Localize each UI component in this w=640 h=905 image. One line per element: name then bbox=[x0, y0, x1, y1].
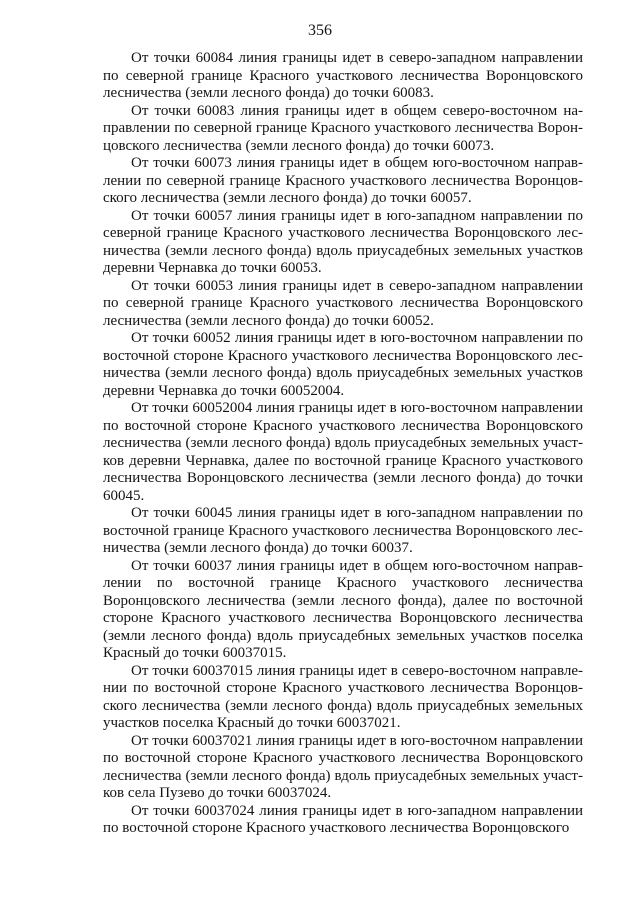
paragraph-11: От точки 60037021 линия границы идет в юго-восточном направлении по восточной стороне Красного участкового лесничества Воронцовского лесничества (земли лесного фонда) вдоль приусадебных земельных участков села Пузево до точки 60037024. bbox=[103, 732, 583, 801]
page-number: 356 bbox=[308, 22, 332, 39]
paragraph-4: От точки 60057 линия границы идет в юго-западном направлении по северной границе Красного участкового лесничества Воронцовского лесничества (земли лесного фонда) вдоль приусадебных земельных участков деревни Чернавка до точки 60053. bbox=[103, 207, 583, 276]
paragraph-2: От точки 60083 линия границы идет в общем северо-восточном направлении по северной границе Красного участкового лесничества Воронцовского лесничества (земли лесного фонда) до точки 60073. bbox=[103, 102, 583, 154]
paragraph-12: От точки 60037024 линия границы идет в юго-западном направлении по восточной стороне Красного участкового лесничества Воронцовского bbox=[103, 802, 583, 836]
paragraph-6: От точки 60052 линия границы идет в юго-восточном направлении по восточной стороне Красного участкового лесничества Воронцовского лесничества (земли лесного фонда) вдоль приусадебных земельных участков деревни Чернавка до точки 60052004. bbox=[103, 330, 583, 399]
paragraph-10: От точки 60037015 линия границы идет в северо-восточном направлении по восточной стороне Красного участкового лесничества Воронцовского лесничества (земли лесного фонда) вдоль приусадебных земельных участков поселка Красный до точки 60037021. bbox=[103, 662, 583, 731]
paragraph-7: От точки 60052004 линия границы идет в юго-восточном направлении по восточной стороне Красного участкового лесничества Воронцовского лесничества (земли лесного фонда) вдоль приусадебных земельных участков деревни Чернавка, далее по восточной границе Красного участкового лесничества Воронцовского лесничества (земли лесного фонда) до точки 60045. bbox=[103, 400, 583, 504]
document-body bbox=[103, 50, 583, 838]
paragraph-3: От точки 60073 линия границы идет в общем юго-восточном направлении по северной границе Красного участкового лесничества Воронцовского лесничества (земли лесного фонда) до точки 60057. bbox=[103, 155, 583, 206]
paragraph-1: От точки 60084 линия границы идет в северо-западном направлении по северной границе Красного участкового лесничества Воронцовского лесничества (земли лесного фонда) до точки 60083. bbox=[103, 50, 583, 101]
paragraph-5: От точки 60053 линия границы идет в северо-западном направлении по северной границе Красного участкового лесничества Воронцовского лесничества (земли лесного фонда) до точки 60052. bbox=[103, 277, 583, 329]
paragraph-9: От точки 60037 линия границы идет в общем юго-восточном направлении по восточной границе Красного участкового лесничества Воронцовского лесничества (земли лесного фонда), далее по восточной стороне Красного участкового лесничества Воронцовского лесничества (земли лесного фонда) вдоль приусадебных земельных участков поселка Красный до точки 60037015. bbox=[103, 557, 583, 661]
paragraph-8: От точки 60045 линия границы идет в юго-западном направлении по восточной границе Красного участкового лесничества Воронцовского лесничества (земли лесного фонда) до точки 60037. bbox=[103, 505, 583, 556]
